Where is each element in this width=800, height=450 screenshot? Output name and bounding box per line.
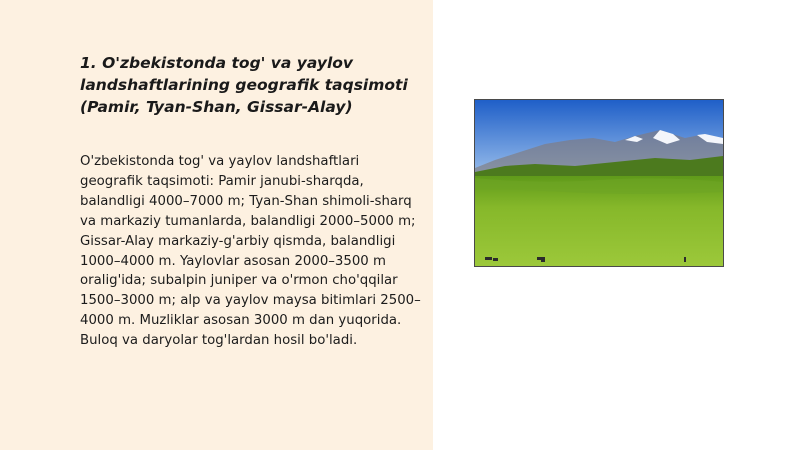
animal bbox=[493, 258, 498, 261]
animal bbox=[541, 260, 545, 262]
slide-title: 1. O'zbekistonda tog' va yaylov landshaftlarining geografik taqsimoti (Pamir, Tyan-Shan, Gissar-Alay) bbox=[80, 54, 408, 116]
animal bbox=[485, 257, 492, 260]
animal bbox=[684, 257, 686, 262]
slide-body-text: O'zbekistonda tog' va yaylov landshaftlari geografik taqsimoti: Pamir janubi-sharqda, balandligi 4000–7000 m; Tyan-Shan shimoli-sharq va markaziy tumanlarda, balandligi 2000–5000 m; Gissar-Alay markaziy-g'arbiy qismda, balandligi 1000–4000 m. Yaylovlar asosan 2000–3500 m oralig'ida; subalpin juniper va o'rmon cho'qqilar 1500–3000 m; alp va yaylov maysa bitimlari 2500–4000 m. Muzliklar asosan 3000 m dan yuqorida. Buloq va daryolar tog'lardan hosil bo'ladi. bbox=[80, 154, 421, 349]
animal bbox=[537, 257, 545, 260]
mountain-meadow-photo bbox=[474, 99, 724, 267]
landscape-illustration bbox=[475, 100, 723, 266]
